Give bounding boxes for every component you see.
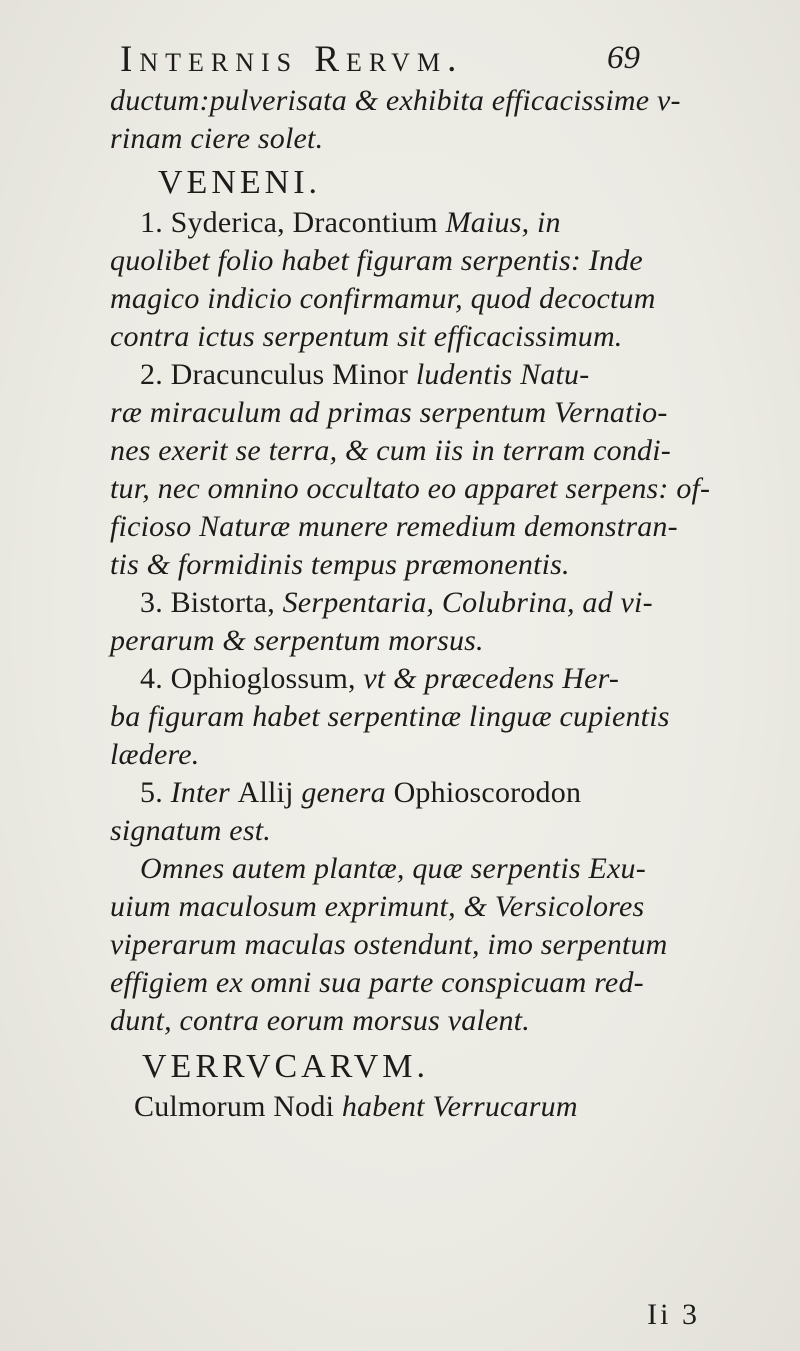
text-line: tis & formidinis tempus præmonentis. (110, 548, 570, 581)
page-number: 69 (607, 40, 640, 76)
running-title: Internis Rervm. (120, 39, 464, 80)
text-line: perarum & serpentum morsus. (110, 624, 484, 657)
text-span: 2. Dracunculus Minor (140, 358, 416, 391)
text-span: 1. Syderica, Dracontium (140, 206, 446, 239)
signature-mark: Ii 3 (647, 1298, 700, 1331)
text-line (110, 356, 710, 394)
text-line: ræ miraculum ad primas serpentum Vernatio- (110, 396, 668, 429)
text-line: contra ictus serpentum sit efficacissimum. (110, 320, 623, 353)
text-line: lædere. (110, 738, 200, 771)
text-line (110, 660, 710, 698)
text-line (110, 774, 710, 812)
text-line: ba figuram habet serpentinæ linguæ cupientis (110, 700, 670, 733)
text-line: magico indicio confirmamur, quod decoctum (110, 282, 656, 315)
text-line: Omnes autem plantæ, quæ serpentis Exu- (140, 852, 646, 885)
text-span: , in (521, 206, 561, 239)
text-line: ductum:pulverisata & exhibita efficacissime v- (110, 84, 681, 117)
page-header (120, 38, 640, 82)
text-line (110, 204, 710, 242)
text-span: Serpentaria, Colubrina, ad vi- (282, 586, 653, 619)
text-span: habent Verrucarum (341, 1090, 578, 1123)
text-span: 4. Ophioglossum, (140, 662, 364, 695)
text-line: viperarum maculas ostendunt, imo serpentum (110, 928, 668, 961)
text-line: dunt, contra eorum morsus valent. (110, 1004, 530, 1037)
text-line: tur, nec omnino occultato eo apparet serpens: of- (110, 472, 711, 505)
text-span: Inter (170, 776, 238, 809)
section-heading: VENENI. (158, 164, 322, 201)
text-span: Maius (445, 206, 522, 239)
body-text (110, 82, 710, 1126)
text-line (110, 1088, 710, 1126)
text-span: 5. (140, 776, 171, 809)
text-span: Ophioscorodon (393, 776, 582, 809)
text-line: effigiem ex omni sua parte conspicuam red- (110, 966, 644, 999)
text-line: rinam ciere solet. (110, 122, 324, 155)
text-line: signatum est. (110, 814, 271, 847)
text-span: Allij (237, 776, 302, 809)
text-line: ficioso Naturæ munere remedium demonstran- (110, 510, 678, 543)
text-span: vt & præcedens Her- (363, 662, 620, 695)
text-span: 3. Bistorta, (140, 586, 283, 619)
text-span: ludentis Natu- (415, 358, 590, 391)
text-line: quolibet folio habet figuram serpentis: Inde (110, 244, 643, 277)
text-span: genera (301, 776, 394, 809)
text-line (110, 584, 710, 622)
text-line: nes exerit se terra, & cum iis in terram condi- (110, 434, 671, 467)
text-span: Culmorum Nodi (134, 1090, 342, 1123)
text-line: uium maculosum exprimunt, & Versicolores (110, 890, 645, 923)
section-heading: VERRVCARVM. (142, 1048, 429, 1085)
